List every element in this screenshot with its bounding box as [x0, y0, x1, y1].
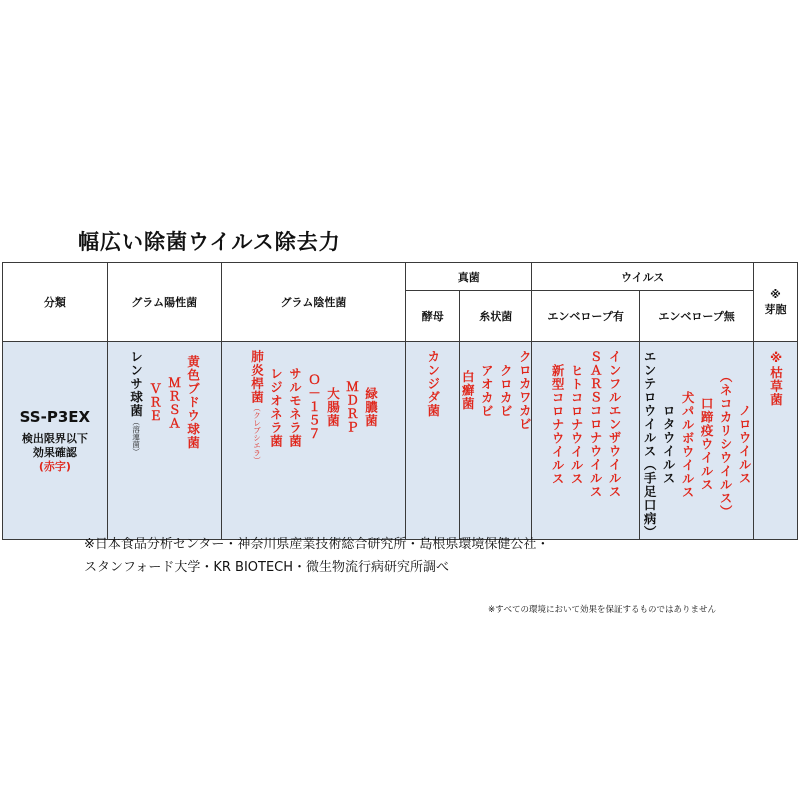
efficacy-table: [2, 262, 798, 540]
organism-label: サルモネラ菌: [287, 366, 303, 448]
spore-label: 芽胞: [764, 302, 787, 316]
organism-label: ＳＡＲＳコロナウイルス: [588, 350, 604, 499]
disclaimer: ※すべての環境において効果を保証するものではありません: [488, 605, 716, 615]
gram-positive-cell: [107, 342, 221, 540]
header-enveloped: エンベロープ有: [532, 291, 640, 342]
organism-label: Ｏ－１５７: [306, 373, 322, 441]
organism-label: ＶＲＥ: [147, 382, 163, 423]
organism-label: アオカビ: [479, 363, 495, 418]
organism-note: （クレブシエラ）: [252, 404, 262, 464]
organism-label: ＭＲＳＡ: [166, 375, 182, 430]
organism-entry: [249, 350, 263, 464]
organism-label: 犬パルボウイルス: [680, 390, 696, 499]
product-cell: [3, 342, 108, 540]
organism-note: （溶連菌）: [131, 417, 141, 455]
organism-label: クロカビ: [498, 363, 514, 418]
organism-label: エンテロウイルス（手足口病）: [642, 350, 658, 539]
header-gram-positive: グラム陽性菌: [107, 263, 221, 342]
organism-label: レジオネラ菌: [268, 366, 284, 448]
organism-label: 新型コロナウイルス: [550, 363, 566, 485]
footnote-line2: スタンフォード大学・KR BIOTECH・微生物流行病研究所調べ: [84, 560, 450, 575]
organism-label: レンサ球菌: [128, 350, 144, 418]
organism-label: クロカワカビ: [517, 350, 533, 431]
header-yeast: 酵母: [406, 291, 460, 342]
product-note-red: (赤字): [38, 459, 71, 473]
footnote-line1: ※日本食品分析センター・神奈川県産業技術総合研究所・島根県環境保健公社・: [84, 537, 550, 552]
product-note-line2: 効果確認: [32, 445, 77, 459]
organism-label: インフルエンザウイルス: [607, 350, 623, 499]
product-note-line1: 検出限界以下: [21, 431, 88, 445]
organism-label: 緑膿菌: [363, 386, 379, 428]
organism-label: 肺炎桿菌: [249, 350, 265, 404]
header-virus: ウイルス: [532, 263, 754, 291]
product-name: SS-P3EX: [19, 407, 91, 426]
organism-label: ロタウイルス: [661, 404, 677, 485]
organism-entry: [129, 350, 143, 455]
organism-label: 口蹄疫ウイルス: [699, 397, 715, 492]
organism-label: ※枯草菌: [768, 350, 784, 407]
non-enveloped-cell: [640, 342, 754, 540]
organism-label: ＭＤＲＰ: [344, 380, 360, 434]
page-title: 幅広い除菌ウイルス除去力: [78, 230, 341, 254]
organism-label: ノロウイルス: [737, 404, 753, 485]
mold-cell: [460, 342, 532, 540]
header-spore: [754, 263, 798, 342]
header-gram-negative: グラム陰性菌: [221, 263, 406, 342]
header-non-enveloped: エンベロープ無: [640, 291, 754, 342]
yeast-cell: [406, 342, 460, 540]
spore-mark: ※: [770, 287, 781, 301]
header-mold: 糸状菌: [460, 291, 532, 342]
organism-label: ヒトコロナウイルス: [569, 363, 585, 485]
organism-label: （ネコカリシウイルス）: [718, 370, 734, 519]
organism-label: 大腸菌: [325, 386, 341, 428]
spore-cell: [754, 342, 798, 540]
gram-negative-cell: [221, 342, 406, 540]
organism-label: カンジダ菌: [425, 350, 441, 418]
enveloped-cell: [532, 342, 640, 540]
organism-label: 白癬菌: [460, 370, 476, 411]
header-category: 分類: [3, 263, 108, 342]
organism-label: 黄色ブドウ球菌: [185, 355, 201, 450]
header-fungi: 真菌: [406, 263, 532, 291]
